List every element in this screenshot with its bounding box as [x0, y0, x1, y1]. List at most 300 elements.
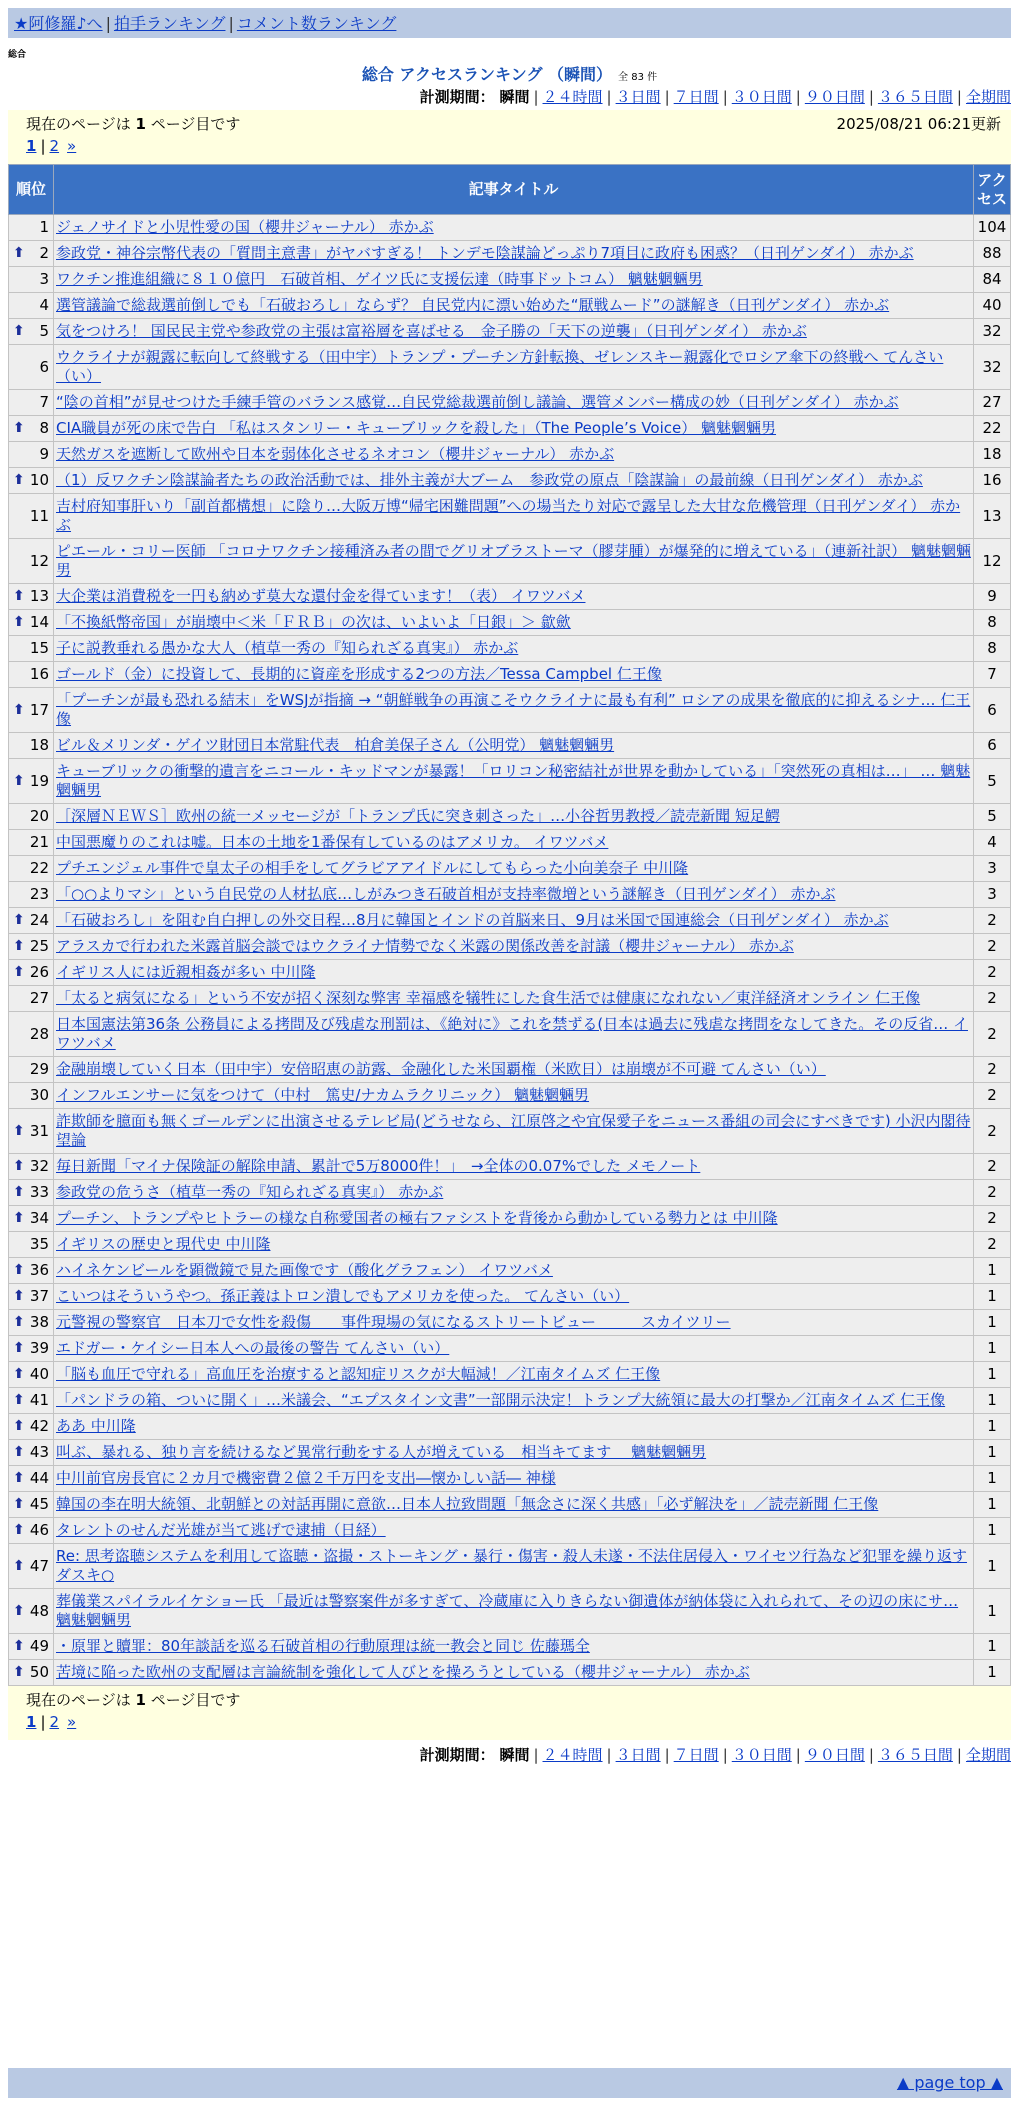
- article-title-link[interactable]: CIA職員が死の床で告白 「私はスタンリー・キューブリックを殺した」（The People’s Voice） 魑魅魍魎男: [56, 419, 777, 437]
- rank-cell: [9, 960, 54, 986]
- article-title-link[interactable]: インフルエンサーに気をつけて（中村 篤史/ナカムラクリニック） 魑魅魍魎男: [56, 1086, 590, 1104]
- rank-number: 39: [29, 1339, 49, 1357]
- access-count: 1: [974, 1440, 1011, 1466]
- rank-number: 21: [29, 833, 49, 851]
- access-count: 32: [974, 345, 1011, 390]
- rank-up-arrow-icon: ⬆: [13, 1262, 25, 1278]
- article-title-link[interactable]: こいつはそういうやつ。孫正義はトロン潰しでもアメリカを使った。 てんさい（い）: [56, 1287, 630, 1305]
- table-row: [9, 1634, 1011, 1660]
- article-title-link[interactable]: エドガー・ケイシー日本人への最後の警告 てんさい（い）: [56, 1339, 450, 1357]
- title-cell: [54, 1518, 974, 1544]
- access-count: 1: [974, 1544, 1011, 1589]
- article-title-link[interactable]: 元警視の警察官 日本刀で女性を殺傷 事件現場の気になるストリートビュー スカイツリー: [56, 1313, 731, 1331]
- rank-cell: [9, 293, 54, 319]
- period-90d-link[interactable]: ９０日間: [804, 88, 865, 106]
- access-count: 2: [974, 908, 1011, 934]
- title-cell: [54, 1634, 974, 1660]
- page-links: 1 | 2 »: [26, 137, 77, 155]
- rank-up-arrow-icon: ⬆: [13, 1470, 25, 1486]
- article-title-link[interactable]: タレントのせんだ光雄が当て逃げで逮捕（日経）: [56, 1521, 386, 1539]
- updated-timestamp: 2025/08/21 06:21更新: [836, 115, 1001, 133]
- access-count: 104: [974, 215, 1011, 241]
- title-cell: [54, 908, 974, 934]
- article-title-link[interactable]: ゴールド（金）に投資して、長期的に資産を形成する2つの方法／Tessa Campbel 仁王像: [56, 665, 662, 683]
- access-count: 5: [974, 804, 1011, 830]
- title-cell: [54, 1232, 974, 1258]
- table-row: [9, 494, 1011, 539]
- rank-cell: [9, 584, 54, 610]
- title-cell: [54, 636, 974, 662]
- table-row: [9, 610, 1011, 636]
- rank-cell: [9, 1258, 54, 1284]
- table-row: [9, 1083, 1011, 1109]
- rank-number: 1: [39, 218, 49, 236]
- article-title-link[interactable]: 中川前官房長官に２カ月で機密費２億２千万円を支出―懐かしい話― 神様: [56, 1469, 556, 1487]
- rank-up-arrow-icon: ⬆: [13, 1314, 25, 1330]
- rank-cell: [9, 1544, 54, 1589]
- access-count: 13: [974, 494, 1011, 539]
- article-title-link[interactable]: 参政党の危うさ（植草一秀の『知られざる真実』） 赤かぶ: [56, 1183, 444, 1201]
- rank-number: 17: [29, 700, 49, 719]
- access-count: 84: [974, 267, 1011, 293]
- table-row: [9, 442, 1011, 468]
- title-cell: [54, 1154, 974, 1180]
- article-title-link[interactable]: 詐欺師を臆面も無くゴールデンに出演させるテレビ局(どうせなら、江原啓之や宜保愛子をニュース番組の司会にすべきです) 小沢内閣待望論: [56, 1112, 971, 1149]
- article-title-link[interactable]: ワクチン推進組織に８１０億円 石破首相、ゲイツ氏に支援伝達（時事ドットコム） 魑魅魍魎男: [56, 270, 703, 288]
- rank-up-arrow-icon: ⬆: [13, 245, 25, 261]
- rank-up-arrow-icon: ⬆: [13, 1184, 25, 1200]
- item-count: 全 83 件: [618, 72, 658, 83]
- title-cell: [54, 986, 974, 1012]
- rank-number: 48: [29, 1601, 49, 1620]
- rank-up-arrow-icon: ⬆: [13, 1392, 25, 1408]
- article-title-link[interactable]: 子に説教垂れる愚かな大人（植草一秀の『知られざる真実』） 赤かぶ: [56, 639, 519, 657]
- nav-separator: |: [228, 14, 234, 33]
- access-count: 1: [974, 1336, 1011, 1362]
- rank-number: 27: [29, 989, 49, 1007]
- article-title-link[interactable]: 天然ガスを遮断して欧州や日本を弱体化させるネオコン（櫻井ジャーナル） 赤かぶ: [56, 445, 615, 463]
- title-cell: [54, 1206, 974, 1232]
- article-title-link[interactable]: 「不換紙幣帝国」が崩壊中＜米「ＦＲＢ」の次は、いよいよ「日銀」＞ 歙歛: [56, 613, 571, 631]
- access-count: 1: [974, 1388, 1011, 1414]
- article-title-link[interactable]: イギリスの歴史と現代史 中川隆: [56, 1235, 271, 1253]
- title-cell: [54, 494, 974, 539]
- article-title-link[interactable]: 参政党・神谷宗幣代表の「質問主意書」がヤバすぎる！ トンデモ陰謀論どっぷり7項目に政府も困惑？（日刊ゲンダイ） 赤かぶ: [56, 244, 914, 262]
- access-count: 12: [974, 539, 1011, 584]
- article-title-link[interactable]: ジェノサイドと小児性愛の国（櫻井ジャーナル） 赤かぶ: [56, 218, 434, 236]
- title-cell: [54, 610, 974, 636]
- title-cell: [54, 1544, 974, 1589]
- article-title-link[interactable]: 中国悪魔りのこれは嘘。日本の土地を1番保有しているのはアメリカ。 イワツバメ: [56, 833, 609, 851]
- rank-cell: [9, 1109, 54, 1154]
- rank-number: 41: [29, 1391, 49, 1409]
- page-link-1[interactable]: 1: [26, 137, 37, 155]
- title-cell: [54, 468, 974, 494]
- title-cell: [54, 584, 974, 610]
- table-row: [9, 1057, 1011, 1083]
- article-title-link[interactable]: Re: 思考盗聴システムを利用して盗聴・盗撮・ストーキング・暴行・傷害・殺人未遂・不法住居侵入・ワイセツ行為など犯罪を繰り返すダスキ○: [56, 1547, 967, 1584]
- access-count: 9: [974, 584, 1011, 610]
- period-30d-link[interactable]: ３０日間: [731, 1746, 792, 1764]
- title-cell: [54, 1284, 974, 1310]
- rank-number: 3: [39, 270, 49, 288]
- table-row: [9, 1388, 1011, 1414]
- article-title-link[interactable]: キューブリックの衝撃的遺言をニコール・キッドマンが暴露！「ロリコン秘密結社が世界を動かしている」「突然死の真相は…」 … 魑魅魍魎男: [56, 762, 971, 799]
- article-title-link[interactable]: 「○○よりマシ」という自民党の人材払底…しがみつき石破首相が支持率微増という謎解き（日刊ゲンダイ） 赤かぶ: [56, 885, 836, 903]
- access-count: 1: [974, 1362, 1011, 1388]
- rank-number: 5: [39, 322, 49, 340]
- access-count: 2: [974, 1180, 1011, 1206]
- rank-number: 11: [29, 506, 49, 525]
- rank-cell: [9, 804, 54, 830]
- rank-number: 9: [39, 445, 49, 463]
- rank-cell: [9, 856, 54, 882]
- rank-number: 46: [29, 1521, 49, 1539]
- table-row: [9, 1440, 1011, 1466]
- title-cell: [54, 733, 974, 759]
- title-cell: [54, 804, 974, 830]
- period-current: 瞬間: [499, 88, 530, 106]
- rank-cell: [9, 733, 54, 759]
- rank-number: 14: [29, 613, 49, 631]
- rank-number: 25: [29, 937, 49, 955]
- article-title-link[interactable]: 毎日新聞「マイナ保険証の解除申請、累計で5万8000件！」 →全体の0.07%でした メモノート: [56, 1157, 701, 1175]
- rank-number: 33: [29, 1183, 49, 1201]
- bottom-bar: [8, 2068, 1011, 2098]
- period-24h-link[interactable]: ２４時間: [542, 88, 603, 106]
- table-row: [9, 1466, 1011, 1492]
- rank-cell: [9, 215, 54, 241]
- period-3d-link[interactable]: ３日間: [615, 1746, 661, 1764]
- rank-number: 26: [29, 963, 49, 981]
- rank-up-arrow-icon: ⬆: [13, 701, 25, 718]
- table-row: [9, 986, 1011, 1012]
- rank-cell: [9, 908, 54, 934]
- rank-number: 13: [29, 587, 49, 605]
- title-cell: [54, 215, 974, 241]
- article-title-link[interactable]: 韓国の李在明大統領、北朝鮮との対話再開に意欲…日本人拉致問題「無念さに深く共感」「必ず解決を」／読売新聞 仁王像: [56, 1495, 879, 1513]
- period-all-link[interactable]: 全期間: [965, 88, 1011, 106]
- rank-number: 35: [29, 1235, 49, 1253]
- period-all-link[interactable]: 全期間: [965, 1746, 1011, 1764]
- article-title-link[interactable]: 日本国憲法第36条 公務員による拷問及び残虐な刑罰は、《絶対に》これを禁ずる(日本は過去に残虐な拷問をなしてきた。その反省… イワツバメ: [56, 1015, 968, 1052]
- article-title-link[interactable]: 葬儀業スパイラルイケショー氏 「最近は警察案件が多すぎて、冷蔵庫に入りきらない御遺体が納体袋に入れられて、その辺の床にサ… 魑魅魍魎男: [56, 1592, 959, 1629]
- access-count: 2: [974, 986, 1011, 1012]
- period-selector-top: 計測期間： 瞬間 | ２４時間 | ３日間 | ７日間 | ３０日間 | ９０日間 | ３６５日間 | 全期間: [419, 88, 1011, 106]
- rank-cell: [9, 662, 54, 688]
- access-count: 2: [974, 1232, 1011, 1258]
- rank-up-arrow-icon: ⬆: [13, 1418, 25, 1434]
- table-row: [9, 468, 1011, 494]
- access-count: 2: [974, 1083, 1011, 1109]
- access-count: 2: [974, 934, 1011, 960]
- rank-number: 34: [29, 1209, 49, 1227]
- access-count: 18: [974, 442, 1011, 468]
- access-count: 22: [974, 416, 1011, 442]
- rank-up-arrow-icon: ⬆: [13, 1522, 25, 1538]
- title-cell: [54, 1492, 974, 1518]
- access-count: 2: [974, 1154, 1011, 1180]
- rank-cell: [9, 494, 54, 539]
- table-row: [9, 539, 1011, 584]
- title-cell: [54, 688, 974, 733]
- access-count: 1: [974, 1466, 1011, 1492]
- access-count: 88: [974, 241, 1011, 267]
- rank-cell: [9, 1206, 54, 1232]
- title-cell: [54, 662, 974, 688]
- rank-number: 28: [29, 1024, 49, 1043]
- rank-cell: [9, 1518, 54, 1544]
- title-cell: [54, 1589, 974, 1634]
- article-title-link[interactable]: （1）反ワクチン陰謀論者たちの政治活動では、排外主義が大ブーム 参政党の原点「陰謀論」の最前線（日刊ゲンダイ） 赤かぶ: [56, 471, 923, 489]
- period-365d-link[interactable]: ３６５日間: [877, 88, 953, 106]
- rank-cell: [9, 1012, 54, 1057]
- rank-number: 15: [29, 639, 49, 657]
- access-count: 32: [974, 319, 1011, 345]
- rank-number: 32: [29, 1157, 49, 1175]
- article-title-link[interactable]: ［深層ＮＥＷＳ］欧州の統一メッセージが「トランプ氏に突き刺さった」…小谷哲男教授／読売新聞 短足鰐: [56, 807, 780, 825]
- table-row: [9, 1660, 1011, 1686]
- page-title: [0, 62, 1019, 85]
- rank-number: 23: [29, 885, 49, 903]
- rank-up-arrow-icon: ⬆: [13, 1638, 25, 1654]
- header-title: 記事タイトル: [54, 165, 974, 215]
- table-row: [9, 1492, 1011, 1518]
- page-next-link[interactable]: »: [67, 1713, 77, 1731]
- table-row: [9, 960, 1011, 986]
- article-title-link[interactable]: 「脳も血圧で守れる」高血圧を治療すると認知症リスクが大幅減！／江南タイムズ 仁王像: [56, 1365, 661, 1383]
- rank-number: 10: [29, 471, 49, 489]
- page-next-link[interactable]: »: [67, 137, 77, 155]
- title-cell: [54, 293, 974, 319]
- article-title-link[interactable]: プチエンジェル事件で皇太子の相手をしてグラビアアイドルにしてもらった小向美奈子 中川隆: [56, 859, 689, 877]
- title-cell: [54, 1362, 974, 1388]
- rank-number: 38: [29, 1313, 49, 1331]
- rank-up-arrow-icon: ⬆: [13, 772, 25, 789]
- rank-number: 20: [29, 807, 49, 825]
- page-link-2[interactable]: 2: [49, 1713, 60, 1731]
- article-title-link[interactable]: アラスカで行われた米露首脳会談ではウクライナ情勢でなく米露の関係改善を討議（櫻井ジャーナル） 赤かぶ: [56, 937, 794, 955]
- table-row: [9, 345, 1011, 390]
- rank-number: 22: [29, 859, 49, 877]
- access-count: 6: [974, 688, 1011, 733]
- access-count: 40: [974, 293, 1011, 319]
- link-asyura-home[interactable]: ★阿修羅♪へ: [14, 14, 103, 33]
- period-90d-link[interactable]: ９０日間: [804, 1746, 865, 1764]
- title-cell: [54, 934, 974, 960]
- table-row: [9, 1362, 1011, 1388]
- rank-cell: [9, 1284, 54, 1310]
- rank-up-arrow-icon: ⬆: [13, 588, 25, 604]
- top-navigation-bar: [8, 8, 1011, 38]
- rank-cell: [9, 1414, 54, 1440]
- period-7d-link[interactable]: ７日間: [673, 1746, 719, 1764]
- rank-up-arrow-icon: ⬆: [13, 614, 25, 630]
- access-count: 4: [974, 830, 1011, 856]
- rank-up-arrow-icon: ⬆: [13, 323, 25, 339]
- period-365d-link[interactable]: ３６５日間: [877, 1746, 953, 1764]
- rank-cell: [9, 636, 54, 662]
- rank-up-arrow-icon: ⬆: [13, 1158, 25, 1174]
- rank-cell: [9, 1589, 54, 1634]
- access-count: 1: [974, 1414, 1011, 1440]
- table-row: [9, 241, 1011, 267]
- article-title-link[interactable]: 「太ると病気になる」という不安が招く深刻な弊害 幸福感を犠牲にした食生活では健康になれない／東洋経済オンライン 仁王像: [56, 989, 921, 1007]
- title-cell: [54, 856, 974, 882]
- rank-cell: [9, 442, 54, 468]
- article-title-link[interactable]: 気をつけろ！ 国民民主党や参政党の主張は富裕層を喜ばせる 金子勝の「天下の逆襲」（日刊ゲンダイ） 赤かぶ: [56, 322, 807, 340]
- period-label: 計測期間：: [419, 1746, 495, 1764]
- rank-cell: [9, 759, 54, 804]
- header-rank: 順位: [9, 165, 54, 215]
- rank-cell: [9, 934, 54, 960]
- table-row: [9, 416, 1011, 442]
- rank-cell: [9, 1362, 54, 1388]
- rank-cell: [9, 1492, 54, 1518]
- access-count: 6: [974, 733, 1011, 759]
- rank-number: 4: [39, 296, 49, 314]
- article-title-link[interactable]: 「石破おろし」を阻む自白押しの外交日程…8月に韓国とインドの首脳来日、9月は米国で国連総会（日刊ゲンダイ） 赤かぶ: [56, 911, 889, 929]
- article-title-link[interactable]: 「プーチンが最も恐れる結末」をWSJが指摘 → “朝鮮戦争の再演こそウクライナに最も有利” ロシアの成果を徹底的に抑えるシナ… 仁王像: [56, 691, 971, 728]
- rank-up-arrow-icon: ⬆: [13, 1340, 25, 1356]
- period-24h-link[interactable]: ２４時間: [542, 1746, 603, 1764]
- rank-number: 19: [29, 771, 49, 790]
- rank-up-arrow-icon: ⬆: [13, 1122, 25, 1139]
- rank-up-arrow-icon: ⬆: [13, 938, 25, 954]
- rank-cell: [9, 1634, 54, 1660]
- rank-up-arrow-icon: ⬆: [13, 1444, 25, 1460]
- article-title-link[interactable]: イギリス人には近親相姦が多い 中川隆: [56, 963, 316, 981]
- title-cell: [54, 1012, 974, 1057]
- article-title-link[interactable]: 選管議論で総裁選前倒しでも「石破おろし」ならず？ 自民党内に漂い始めた“厭戦ムード”の謎解き（日刊ゲンダイ） 赤かぶ: [56, 296, 890, 314]
- period-7d-link[interactable]: ７日間: [673, 88, 719, 106]
- article-title-link[interactable]: ああ 中川隆: [56, 1417, 136, 1435]
- article-title-link[interactable]: 吉村府知事肝いり「副首都構想」に陰り…大阪万博“帰宅困難問題”への場当たり対応で露呈した大甘な危機管理（日刊ゲンダイ） 赤かぶ: [56, 497, 961, 534]
- article-title-link[interactable]: ハイネケンビールを顕微鏡で見た画像です（酸化グラフェン） イワツバメ: [56, 1261, 553, 1279]
- article-title-link[interactable]: ウクライナが親露に転向して終戦する（田中宇）トランプ・プーチン方針転換、ゼレンスキー親露化でロシア傘下の終戦へ てんさい（い）: [56, 348, 944, 385]
- rank-up-arrow-icon: ⬆: [13, 1602, 25, 1619]
- title-cell: [54, 1336, 974, 1362]
- rank-cell: [9, 1232, 54, 1258]
- period-30d-link[interactable]: ３０日間: [731, 88, 792, 106]
- rank-number: 43: [29, 1443, 49, 1461]
- nav-separator: |: [105, 14, 111, 33]
- table-row: [9, 1544, 1011, 1589]
- table-row: [9, 1589, 1011, 1634]
- table-row: [9, 688, 1011, 733]
- table-row: [9, 390, 1011, 416]
- access-count: 1: [974, 1284, 1011, 1310]
- link-applause-ranking[interactable]: 拍手ランキング: [113, 14, 226, 33]
- pager-top: [8, 110, 1011, 164]
- table-row: [9, 1518, 1011, 1544]
- page-status-text-bottom: 現在のページは 1 ページ目です: [26, 1691, 241, 1709]
- access-count: 5: [974, 759, 1011, 804]
- period-label: 計測期間：: [419, 88, 495, 106]
- article-title-link[interactable]: 金融崩壊していく日本（田中宇）安倍昭恵の訪露、金融化した米国覇権（米欧日）は崩壊が不可避 てんさい（い）: [56, 1060, 826, 1078]
- article-title-link[interactable]: 大企業は消費税を一円も納めず莫大な還付金を得ています！（表） イワツバメ: [56, 587, 586, 605]
- rank-cell: [9, 1388, 54, 1414]
- period-3d-link[interactable]: ３日間: [615, 88, 661, 106]
- access-count: 2: [974, 960, 1011, 986]
- page-link-2[interactable]: 2: [49, 137, 60, 155]
- title-cell: [54, 241, 974, 267]
- access-count: 7: [974, 662, 1011, 688]
- table-row: [9, 759, 1011, 804]
- table-row: [9, 1284, 1011, 1310]
- article-title-link[interactable]: ビル＆メリンダ・ゲイツ財団日本常駐代表 柏倉美保子さん（公明党） 魑魅魍魎男: [56, 736, 615, 754]
- table-row: [9, 882, 1011, 908]
- rank-number: 49: [29, 1637, 49, 1655]
- rank-cell: [9, 416, 54, 442]
- table-row: [9, 1336, 1011, 1362]
- rank-number: 29: [29, 1060, 49, 1078]
- rank-cell: [9, 986, 54, 1012]
- page-top-link[interactable]: ▲ page top ▲: [896, 2073, 1003, 2092]
- title-cell: [54, 1440, 974, 1466]
- access-count: 1: [974, 1258, 1011, 1284]
- article-title-link[interactable]: プーチン、トランプやヒトラーの様な自称愛国者の極右ファシストを背後から動かしている勢力とは 中川隆: [56, 1209, 778, 1227]
- table-row: [9, 1180, 1011, 1206]
- access-count: 3: [974, 882, 1011, 908]
- rank-up-arrow-icon: ⬆: [13, 1557, 25, 1574]
- article-title-link[interactable]: ピエール・コリー医師 「コロナワクチン接種済み者の間でグリオブラストーマ（膠芽腫）が爆発的に増えている」（連新社訳） 魑魅魍魎男: [56, 542, 971, 579]
- rank-number: 12: [29, 551, 49, 570]
- title-cell: [54, 1466, 974, 1492]
- title-cell: [54, 1083, 974, 1109]
- access-count: 1: [974, 1518, 1011, 1544]
- link-comment-ranking[interactable]: コメント数ランキング: [236, 14, 397, 33]
- article-title-link[interactable]: 苦境に陥った欧州の支配層は言論統制を強化して人びとを操ろうとしている（櫻井ジャーナル） 赤かぶ: [56, 1663, 750, 1681]
- rank-cell: [9, 539, 54, 584]
- access-count: 2: [974, 1109, 1011, 1154]
- rank-cell: [9, 390, 54, 416]
- rank-number: 2: [39, 244, 49, 262]
- rank-cell: [9, 1466, 54, 1492]
- page-link-1[interactable]: 1: [26, 1713, 37, 1731]
- title-cell: [54, 1388, 974, 1414]
- rank-up-arrow-icon: ⬆: [13, 1496, 25, 1512]
- article-title-link[interactable]: ・原罪と贖罪：80年談話を巡る石破首相の行動原理は統一教会と同じ 佐藤瑪全: [56, 1637, 590, 1655]
- rank-cell: [9, 1310, 54, 1336]
- rank-number: 8: [39, 419, 49, 437]
- page-links-bottom: 1 | 2 »: [26, 1713, 77, 1731]
- table-row: [9, 856, 1011, 882]
- rank-cell: [9, 1057, 54, 1083]
- title-cell: [54, 539, 974, 584]
- table-row: [9, 1232, 1011, 1258]
- article-title-link[interactable]: “陰の首相”が見せつけた手練手管のバランス感覚…自民党総裁選前倒し議論、選管メンバー構成の妙（日刊ゲンダイ） 赤かぶ: [56, 393, 899, 411]
- access-count: 1: [974, 1660, 1011, 1686]
- rank-number: 16: [29, 665, 49, 683]
- rank-number: 50: [29, 1663, 49, 1681]
- title-cell: [54, 759, 974, 804]
- article-title-link[interactable]: 叫ぶ、暴れる、独り言を続けるなど異常行動をする人が増えている 相当キてます 魑魅魍魎男: [56, 1443, 707, 1461]
- access-count: 1: [974, 1589, 1011, 1634]
- table-row: [9, 636, 1011, 662]
- rank-up-arrow-icon: ⬆: [13, 1288, 25, 1304]
- rank-number: 44: [29, 1469, 49, 1487]
- access-count: 1: [974, 1310, 1011, 1336]
- table-row: [9, 934, 1011, 960]
- rank-up-arrow-icon: ⬆: [13, 472, 25, 488]
- title-cell: [54, 442, 974, 468]
- rank-cell: [9, 241, 54, 267]
- article-title-link[interactable]: 「パンドラの箱、ついに開く」…米議会、“エプスタイン文書”一部開示決定！トランプ大統領に最大の打撃か／江南タイムズ 仁王像: [56, 1391, 946, 1409]
- access-count: 2: [974, 1012, 1011, 1057]
- rank-cell: [9, 319, 54, 345]
- rank-up-arrow-icon: ⬆: [13, 1210, 25, 1226]
